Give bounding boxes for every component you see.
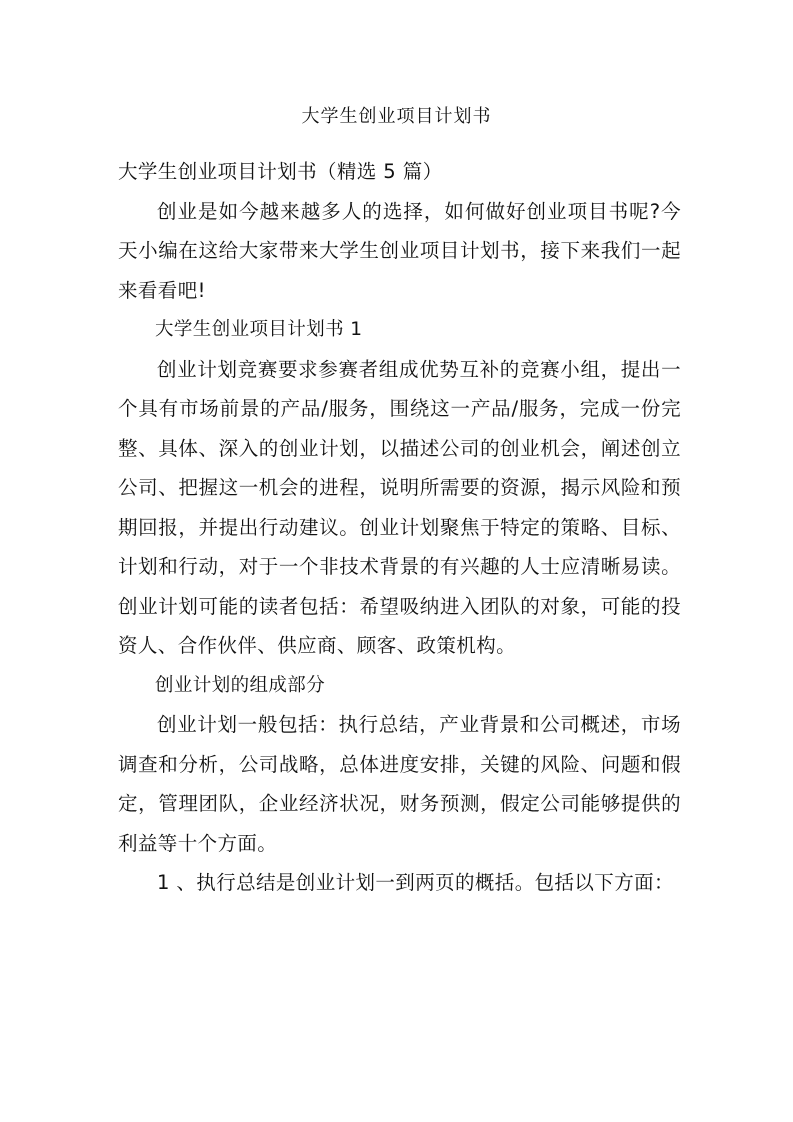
item-1-paragraph: 1 、执行总结是创业计划一到两页的概括。包括以下方面：: [157, 871, 674, 894]
intro-paragraph: 创业是如今越来越多人的选择，如何做好创业项目书呢?今天小编在这给大家带来大学生创业项目计划书，接下来我们一起来看看吧!: [118, 199, 681, 302]
section-1-heading: 大学生创业项目计划书 1: [155, 319, 363, 340]
document-body: [118, 152, 681, 903]
section-1-paragraph: 创业计划竞赛要求参赛者组成优势互补的竞赛小组，提出一个具有市场前景的产品/服务，围绕这一产品/服务，完成一份完整、具体、深入的创业计划，以描述公司的创业机会，阐述创立公司、把握这一机会的进程，说明所需要的资源，揭示风险和预期回报，并提出行动建议。创业计划聚焦于特定的策略、目标、计划和行动，对于一个非技术背景的有兴趣的人士应清晰易读。创业计划可能的读者包括：希望吸纳进入团队的对象，可能的投资人、合作伙伴、供应商、顾客、政策机构。: [118, 357, 681, 657]
components-paragraph: 创业计划一般包括：执行总结，产业背景和公司概述，市场调查和分析，公司战略，总体进度安排，关键的风险、问题和假定，管理团队，企业经济状况，财务预测，假定公司能够提供的利益等十个方面。: [118, 713, 681, 855]
document-title: 大学生创业项目计划书: [301, 106, 492, 127]
document-subtitle: 大学生创业项目计划书（精选 5 篇）: [118, 160, 443, 183]
components-heading: 创业计划的组成部分: [155, 674, 326, 696]
